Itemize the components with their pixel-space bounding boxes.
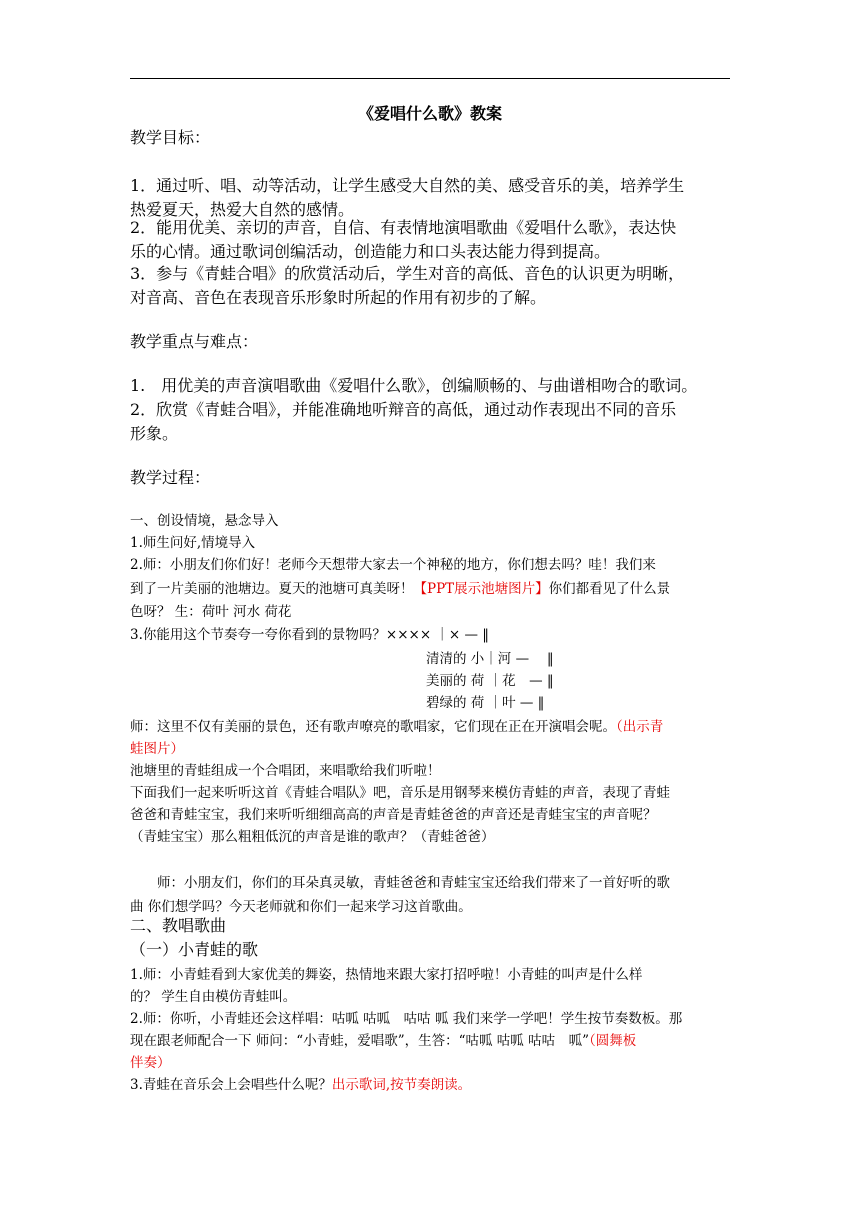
s1-step2-line1: 2.师：小朋友们你们好！老师今天想带大家去一个神秘的地方，你们想去吗？哇！我们来 bbox=[130, 557, 656, 573]
s1-step1: 1.师生问好,情境导入 bbox=[130, 535, 256, 551]
s2-step2-text: 现在跟老师配合一下 师问：“小青蛙，爱唱歌”，生答：“咕呱 咕呱 咕咕 呱” bbox=[130, 1033, 589, 1049]
goal-line: 3．参与《青蛙合唱》的欣赏活动后，学生对音的高低、音色的认识更为明晰， bbox=[130, 264, 685, 283]
goal-line: 2．能用优美、亲切的声音，自信、有表情地演唱歌曲《爱唱什么歌》，表达快 bbox=[130, 218, 677, 237]
process-heading: 教学过程： bbox=[130, 468, 211, 487]
listen-line: 爸爸和青蛙宝宝，我们来听听细细高高的声音是青蛙爸爸的声音还是青蛙宝宝的声音呢？ bbox=[130, 807, 657, 823]
s2-step1-line: 1.师：小青蛙看到大家优美的舞姿，热情地来跟大家打招呼啦！小青蛙的叫声是什么样 bbox=[130, 967, 643, 983]
rhythm-line: 清清的 小｜河 — ‖ bbox=[426, 651, 554, 667]
teacher-line1 bbox=[130, 716, 663, 738]
header-rule bbox=[130, 78, 730, 79]
listen-line: （青蛙宝宝）那么粗粗低沉的声音是谁的歌声？（青蛙爸爸） bbox=[130, 829, 495, 845]
ppt-note: 【PPT展示池塘图片】 bbox=[413, 581, 549, 597]
rhythm-line: 美丽的 荷 ｜花 — ‖ bbox=[426, 673, 554, 689]
frog-picture-note-end: 蛙图片） bbox=[130, 741, 184, 757]
teacher2-line: 师：小朋友们，你们的耳朵真灵敏，青蛙爸爸和青蛙宝宝还给我们带来了一首好听的歌 bbox=[130, 875, 670, 891]
goal-line: 1．通过听、唱、动等活动，让学生感受大自然的美、感受音乐的美，培养学生 bbox=[130, 176, 685, 195]
teacher2-line: 曲 你们想学吗？今天老师就和你们一起来学习这首歌曲。 bbox=[130, 899, 472, 915]
s1-step2-line3: 色呀？ 生：荷叶 河水 荷花 bbox=[130, 604, 292, 620]
section2-heading: 二、教唱歌曲 bbox=[130, 916, 227, 935]
section1-heading: 一、创设情境，悬念导入 bbox=[130, 513, 279, 529]
listen-line: 下面我们一起来听听这首《青蛙合唱队》吧，音乐是用钢琴来模仿青蛙的声音，表现了青蛙 bbox=[130, 785, 670, 801]
goal-line: 乐的心情。通过歌词创编活动，创造能力和口头表达能力得到提高。 bbox=[130, 242, 611, 261]
key-heading: 教学重点与难点： bbox=[130, 332, 259, 351]
goal-line: 对音高、音色在表现音乐形象时所起的作用有初步的了解。 bbox=[130, 288, 547, 307]
key-point-line: 2．欣赏《青蛙合唱》，并能准确地听辩音的高低，通过动作表现出不同的音乐 bbox=[130, 400, 677, 419]
pond-line: 池塘里的青蛙组成一个合唱团，来唱歌给我们听啦！ bbox=[130, 763, 441, 779]
s1-step2-text: 到了一片美丽的池塘边。夏天的池塘可真美呀！ bbox=[130, 581, 414, 597]
s2-step2-line2 bbox=[130, 1030, 636, 1052]
s2-step3 bbox=[130, 1074, 471, 1096]
s2-step3-text: 3.青蛙在音乐会上会唱些什么呢？ bbox=[130, 1077, 332, 1093]
s2-step2-line1: 2.师：你听，小青蛙还会这样唱：咕呱 咕呱 咕咕 呱 我们来学一学吧！学生按节奏数板。那 bbox=[130, 1011, 683, 1027]
s2-step1-line: 的？ 学生自由模仿青蛙叫。 bbox=[130, 989, 297, 1005]
castanet-note: （圆舞板 bbox=[588, 1033, 637, 1049]
doc-title: 《爱唱什么歌》教案 bbox=[357, 104, 502, 123]
rhythm-line: 碧绿的 荷 ｜叶 — ‖ bbox=[426, 695, 545, 711]
goal-line: 热爱夏天，热爱大自然的感情。 bbox=[130, 200, 355, 219]
s1-step2-line2 bbox=[130, 578, 670, 600]
castanet-note-end: 伴奏） bbox=[130, 1055, 171, 1071]
subsection1-heading: （一）小青蛙的歌 bbox=[130, 940, 259, 959]
goals-heading: 教学目标： bbox=[130, 128, 211, 147]
lyrics-note: 出示歌词,按节奏朗读。 bbox=[331, 1077, 472, 1093]
teacher-text: 师：这里不仅有美丽的景色，还有歌声嘹亮的歌唱家，它们现在正在开演唱会呢。 bbox=[130, 719, 616, 735]
key-point-line: 形象。 bbox=[130, 424, 179, 443]
s1-step3: 3.你能用这个节奏夸一夸你看到的景物吗？×××× ｜× — ‖ bbox=[130, 627, 490, 643]
key-point-line: 1. 用优美的声音演唱歌曲《爱唱什么歌》，创编顺畅的、与曲谱相吻合的歌词。 bbox=[130, 376, 698, 395]
s1-step2-text-end: 你们都看见了什么景 bbox=[548, 581, 671, 597]
frog-picture-note: （出示青 bbox=[616, 719, 664, 735]
